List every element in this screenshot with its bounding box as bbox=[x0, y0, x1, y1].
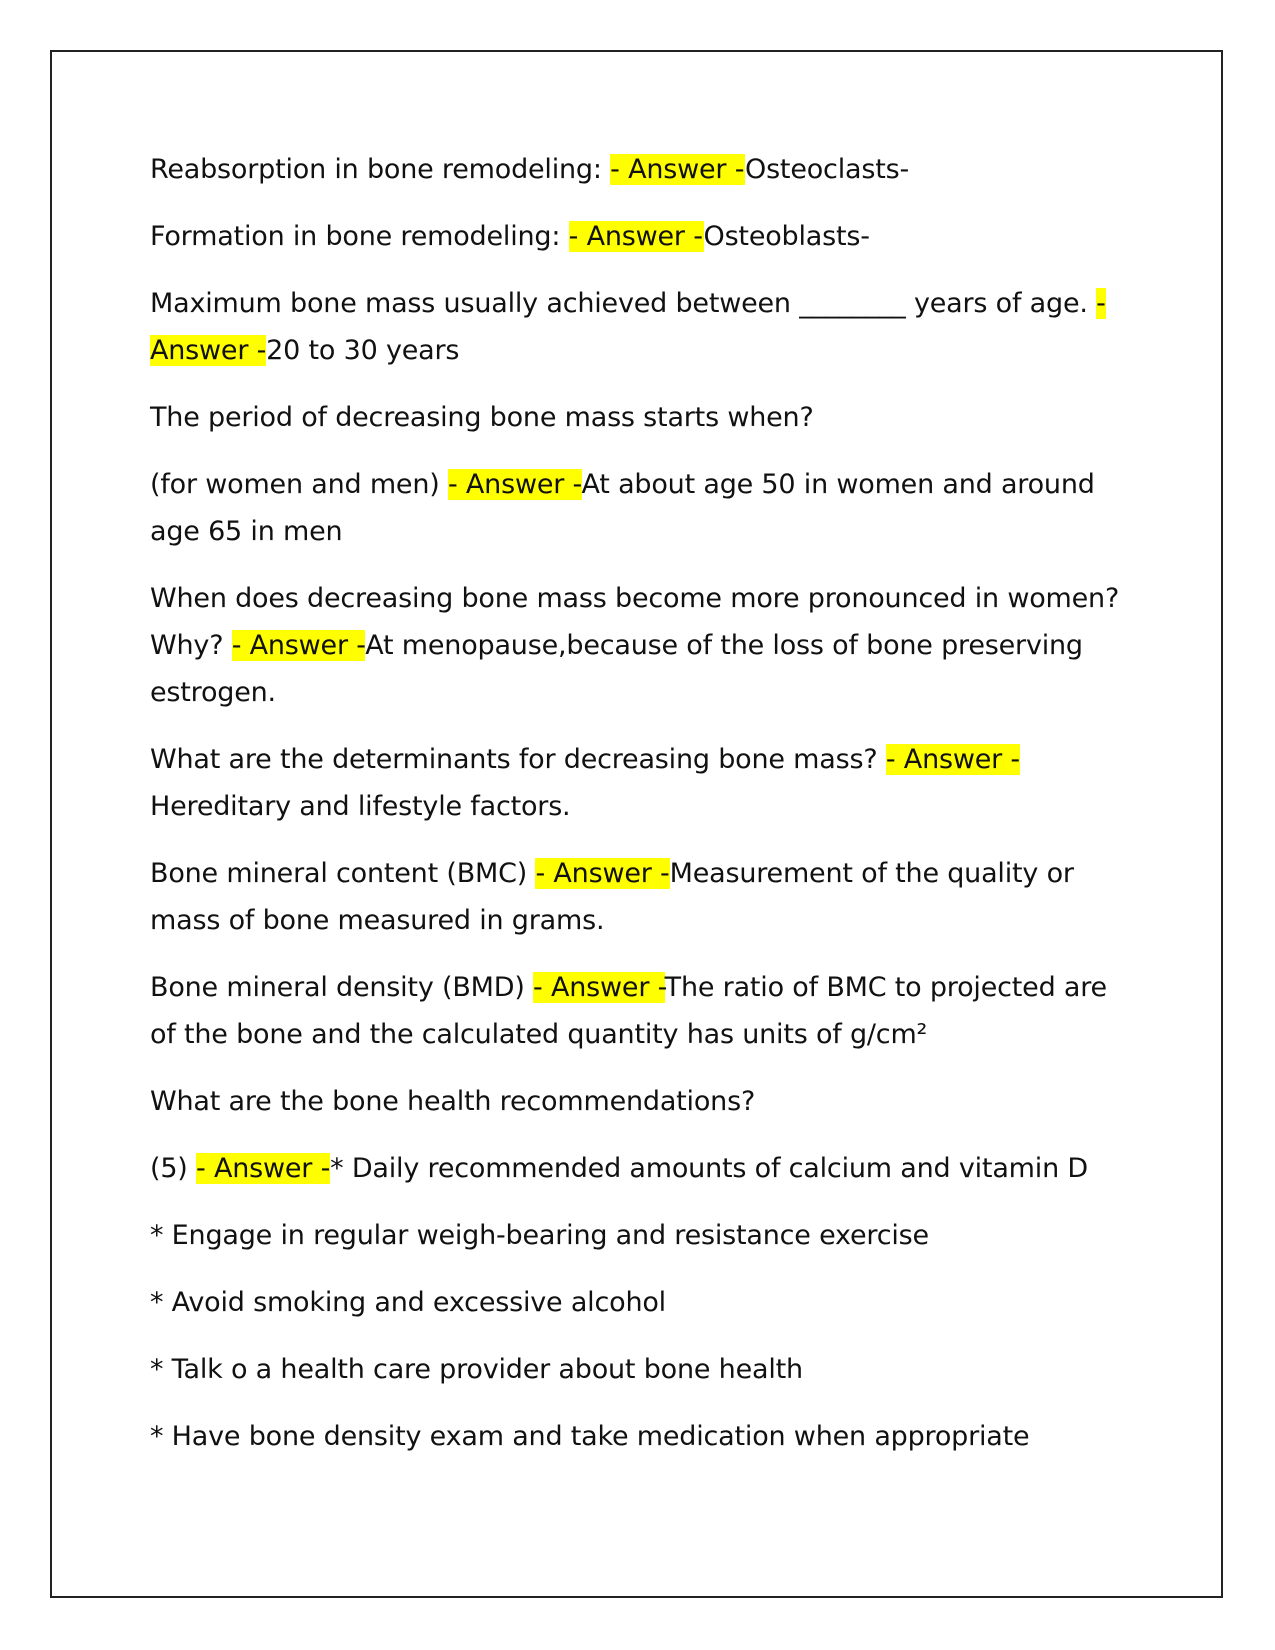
question-text: (for women and men) bbox=[150, 469, 448, 500]
qa-item-reabsorption bbox=[150, 146, 1130, 193]
answer-marker: - Answer - bbox=[568, 221, 704, 252]
question-text: Reabsorption in bone remodeling: bbox=[150, 154, 611, 185]
qa-item-women-and-men bbox=[150, 461, 1130, 555]
answer-text: The ratio of BMC to projected are of the bone and the calculated quantity has units of g/cm² bbox=[150, 972, 1107, 1050]
question-text: When does decreasing bone mass become more pronounced in women? Why? bbox=[150, 583, 1120, 661]
answer-marker: - Answer - bbox=[610, 154, 746, 185]
answer-marker: - Answer - bbox=[885, 744, 1020, 775]
qa-item-menopause bbox=[150, 575, 1130, 716]
bullet-item: * Have bone density exam and take medication when appropriate bbox=[150, 1421, 1030, 1452]
question-text: The period of decreasing bone mass starts when? bbox=[150, 402, 814, 433]
answer-text: Measurement of the quality or mass of bone measured in grams. bbox=[150, 858, 1074, 936]
qa-item-determinants bbox=[150, 736, 1130, 830]
question-text: What are the bone health recommendations? bbox=[150, 1086, 756, 1117]
qa-item-formation bbox=[150, 213, 1130, 260]
answer-marker: - Answer - bbox=[231, 630, 366, 661]
question-text: Bone mineral content (BMC) bbox=[150, 858, 536, 889]
answer-text: 20 to 30 years bbox=[266, 335, 460, 366]
question-recommendations bbox=[150, 1078, 1130, 1125]
answer-marker: - Answer - bbox=[535, 858, 670, 889]
question-text: Bone mineral density (BMD) bbox=[150, 972, 534, 1003]
question-text: Formation in bone remodeling: bbox=[150, 221, 569, 252]
bullet-item: * Avoid smoking and excessive alcohol bbox=[150, 1287, 666, 1318]
answer-text: At about age 50 in women and around age 65 in men bbox=[150, 469, 1095, 547]
bullet-item: * Engage in regular weigh-bearing and resistance exercise bbox=[150, 1220, 929, 1251]
bullet-item: * Talk o a health care provider about bone health bbox=[150, 1354, 803, 1385]
qa-item-recommendations bbox=[150, 1145, 1130, 1192]
answer-text: Osteoblasts- bbox=[703, 221, 870, 252]
answer-text: Osteoclasts- bbox=[745, 154, 910, 185]
answer-marker: - Answer - bbox=[196, 1153, 331, 1184]
qa-item-maximum-bone-mass bbox=[150, 280, 1130, 374]
answer-text: * Daily recommended amounts of calcium and vitamin D bbox=[330, 1153, 1088, 1184]
answer-marker: - Answer - bbox=[533, 972, 665, 1003]
answer-marker: - Answer - bbox=[150, 288, 1106, 366]
document-body bbox=[150, 146, 1130, 1480]
question-text: What are the determinants for decreasing bone mass? bbox=[150, 744, 886, 775]
question-decreasing-bone-mass bbox=[150, 394, 1130, 441]
question-text: (5) bbox=[150, 1153, 197, 1184]
qa-item-bmc bbox=[150, 850, 1130, 944]
answer-text: Hereditary and lifestyle factors. bbox=[150, 791, 571, 822]
answer-text: At menopause,because of the loss of bone preserving estrogen. bbox=[150, 630, 1083, 708]
qa-item-bmd bbox=[150, 964, 1130, 1058]
question-text: Maximum bone mass usually achieved between ________ years of age. bbox=[150, 288, 1097, 319]
answer-marker: - Answer - bbox=[447, 469, 582, 500]
